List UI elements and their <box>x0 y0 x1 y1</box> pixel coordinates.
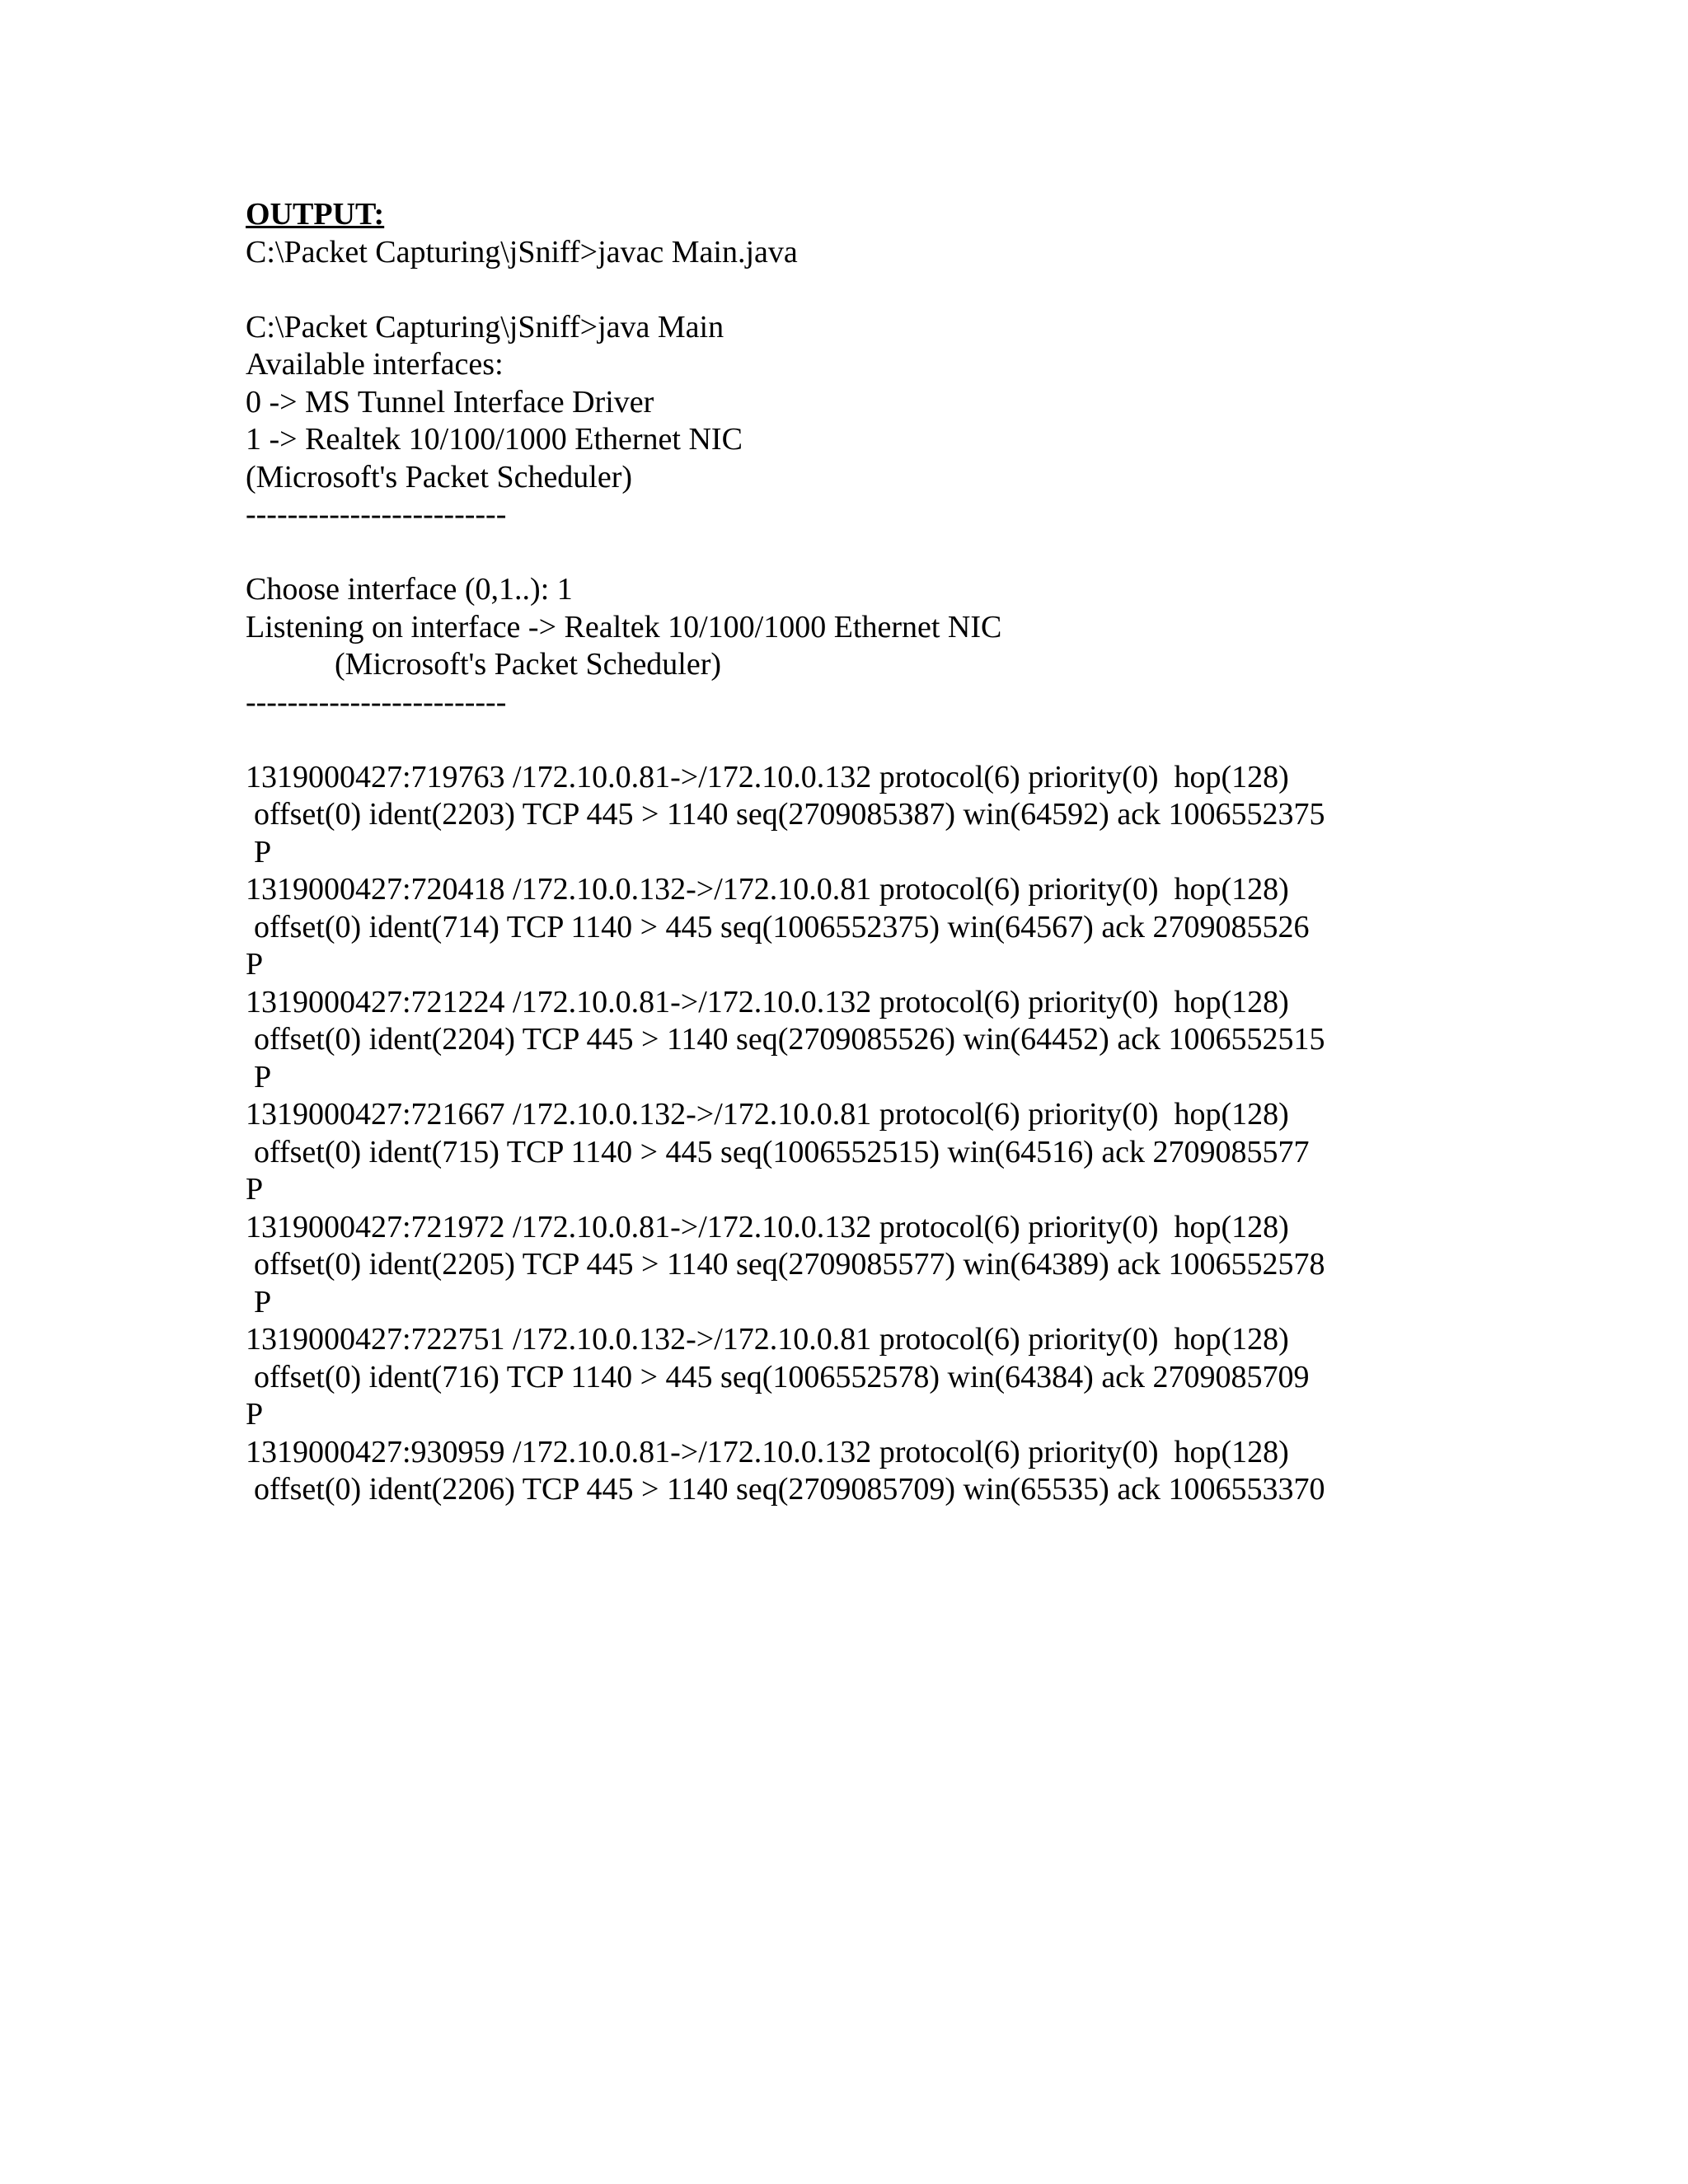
blank-line <box>246 721 1647 759</box>
packet-flag-line: P <box>254 834 272 869</box>
packet-header-line: 1319000427:720418 /172.10.0.132->/172.10.0.81 protocol(6) priority(0) hop(128) <box>246 872 1289 907</box>
packet-entry <box>246 984 1647 1097</box>
listening-message: Listening on interface -> Realtek 10/100/1000 Ethernet NIC <box>246 609 1002 644</box>
packet-entry <box>246 871 1647 984</box>
packet-flag-line: P <box>246 1397 264 1432</box>
packet-header-line: 1319000427:930959 /172.10.0.81->/172.10.0.132 protocol(6) priority(0) hop(128) <box>246 1434 1289 1469</box>
packet-detail-line: offset(0) ident(715) TCP 1140 > 445 seq(1006552515) win(64516) ack 2709085577 <box>254 1134 1310 1169</box>
packet-header-line: 1319000427:721224 /172.10.0.81->/172.10.0.132 protocol(6) priority(0) hop(128) <box>246 984 1289 1019</box>
packet-entry <box>246 1321 1647 1434</box>
packet-log <box>246 759 1647 1509</box>
blank-line <box>246 534 1647 572</box>
packet-entry <box>246 759 1647 872</box>
interfaces-title: Available interfaces: <box>246 347 504 382</box>
compile-command: C:\Packet Capturing\jSniff>javac Main.java <box>246 234 798 269</box>
packet-header-line: 1319000427:719763 /172.10.0.81->/172.10.0.132 protocol(6) priority(0) hop(128) <box>246 759 1289 794</box>
interface-item-1-subtitle: (Microsoft's Packet Scheduler) <box>246 459 633 494</box>
packet-detail-line: offset(0) ident(716) TCP 1140 > 445 seq(1006552578) win(64384) ack 2709085709 <box>254 1359 1310 1394</box>
packet-entry <box>246 1209 1647 1322</box>
packet-detail-line: offset(0) ident(2206) TCP 445 > 1140 seq(2709085709) win(65535) ack 1006553370 <box>254 1472 1325 1507</box>
run-command: C:\Packet Capturing\jSniff>java Main <box>246 309 724 344</box>
packet-header-line: 1319000427:721667 /172.10.0.132->/172.10.0.81 protocol(6) priority(0) hop(128) <box>246 1097 1289 1132</box>
divider-line: ------------------------- <box>246 497 507 532</box>
packet-detail-line: offset(0) ident(714) TCP 1140 > 445 seq(1006552375) win(64567) ack 2709085526 <box>254 909 1310 944</box>
blank-line <box>246 271 1647 309</box>
choose-interface-prompt: Choose interface (0,1..): 1 <box>246 572 573 607</box>
packet-header-line: 1319000427:721972 /172.10.0.81->/172.10.0.132 protocol(6) priority(0) hop(128) <box>246 1209 1289 1244</box>
packet-detail-line: offset(0) ident(2204) TCP 445 > 1140 seq(2709085526) win(64452) ack 1006552515 <box>254 1022 1325 1057</box>
interface-item-1: 1 -> Realtek 10/100/1000 Ethernet NIC <box>246 422 743 457</box>
packet-flag-line: P <box>254 1059 272 1094</box>
listening-message-subtitle: (Microsoft's Packet Scheduler) <box>335 647 722 682</box>
packet-flag-line: P <box>246 947 264 982</box>
divider-line: ------------------------- <box>246 684 507 719</box>
packet-detail-line: offset(0) ident(2205) TCP 445 > 1140 seq(2709085577) win(64389) ack 1006552578 <box>254 1247 1325 1282</box>
packet-detail-line: offset(0) ident(2203) TCP 445 > 1140 seq(2709085387) win(64592) ack 1006552375 <box>254 797 1325 832</box>
packet-flag-line: P <box>246 1172 264 1207</box>
interface-item-0: 0 -> MS Tunnel Interface Driver <box>246 384 654 419</box>
packet-header-line: 1319000427:722751 /172.10.0.132->/172.10.0.81 protocol(6) priority(0) hop(128) <box>246 1322 1289 1357</box>
packet-entry <box>246 1434 1647 1509</box>
document-page <box>246 196 1647 1509</box>
packet-entry <box>246 1096 1647 1209</box>
output-heading: OUTPUT: <box>246 197 385 232</box>
packet-flag-line: P <box>254 1284 272 1319</box>
